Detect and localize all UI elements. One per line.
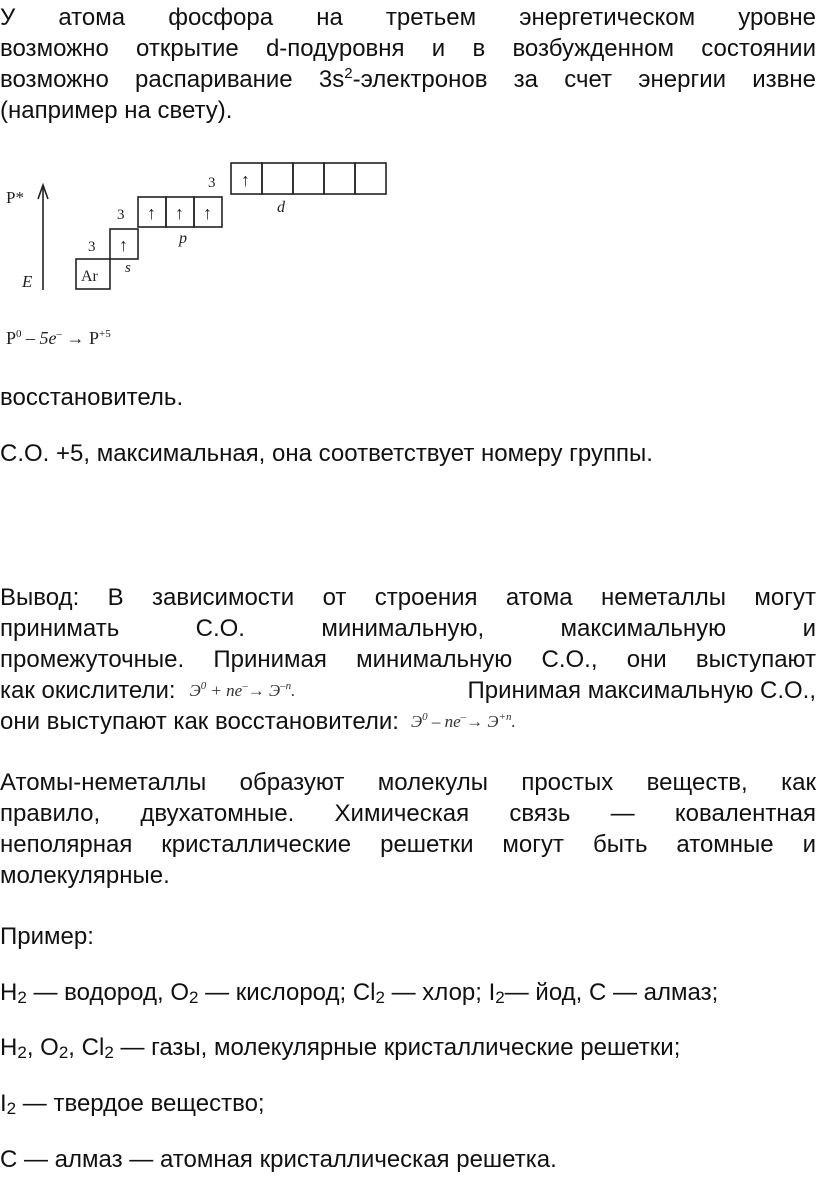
example-line-3: I2 — твердое вещество; [0,1090,265,1118]
orbital-3d-box [324,163,355,194]
electron-arrow: ↑ [119,235,128,255]
conclusion-line-3: промежуточные. Принимая минимальную С.О., они выступают [0,646,816,673]
sublevel-p-label: p [179,230,187,247]
oxidation-state-text: С.О. +5, максимальная, она соответствует номеру группы. [0,440,653,467]
ar-core-label: Ar [81,268,98,285]
sublevel-d-label: d [277,199,285,216]
orbital-3d-box [355,163,386,194]
reducer-formula: $Э^0 - ne^-\to Э^{+n}$. [410,711,516,731]
bonding-line-1: Атомы-неметаллы образуют молекулы простых веществ, как [0,769,816,796]
intro-line-4: (например на свету). [0,97,233,124]
oxidizer-formula: $Э^0 + ne^-\to Э^{-n}$. [189,680,296,700]
electron-arrow: ↑ [203,203,212,223]
electron-arrow: ↑ [241,170,250,190]
example-heading: Пример: [0,923,94,950]
ionization-equation: $P^0 - 5e^- \to P^{+5}$ [6,328,111,348]
electron-arrow: ↑ [175,203,184,223]
intro-line-1: У атома фосфора на третьем энергетическом уровне [0,4,816,31]
conclusion-line-1: Вывод: В зависимости от строения атома неметаллы могут [0,584,816,611]
electron-arrow: ↑ [147,203,156,223]
level-3p-label: 3 [117,207,125,223]
conclusion-line-2: принимать С.О. минимальную, максимальную и [0,615,816,642]
conclusion-paragraph [0,582,816,737]
bonding-paragraph [0,767,816,891]
p-star-label: P* [6,188,24,207]
level-3s-label: 3 [88,239,96,255]
energy-label: E [22,272,33,291]
intro-paragraph [0,2,816,126]
example-line-2: H2, O2, Cl2 — газы, молекулярные кристаллические решетки; [0,1034,681,1062]
orbital-3d-box [262,163,293,194]
bonding-line-4: молекулярные. [0,862,170,889]
sublevel-s-label: s [125,260,131,276]
conclusion-line-5: они выступают как восстановители: $Э^0 - ne^-\to Э^{+n}$. [0,708,516,735]
bonding-line-3: неполярная кристаллические решетки могут быть атомные и [0,831,816,858]
reducer-role-text: восстановитель. [0,384,184,411]
orbital-3d-box [293,163,324,194]
example-line-1: H2 — водород, O2 — кислород; Cl2 — хлор; I2— йод, С — алмаз; [0,979,719,1007]
conclusion-line-4: как окислители: $Э^0 + ne^-\to Э^{-n}$. Принимая максимальную С.О., [0,677,816,704]
intro-line-2: возможно открытие d-подуровня и в возбужденном состоянии [0,35,816,62]
bonding-line-2: правило, двухатомные. Химическая связь — ковалентная [0,800,816,827]
level-3d-label: 3 [208,175,216,191]
example-line-4: С — алмаз — атомная кристаллическая решетка. [0,1146,557,1173]
intro-line-3: возможно распаривание $3s^2$-электронов за счет энергии извне [0,65,816,93]
